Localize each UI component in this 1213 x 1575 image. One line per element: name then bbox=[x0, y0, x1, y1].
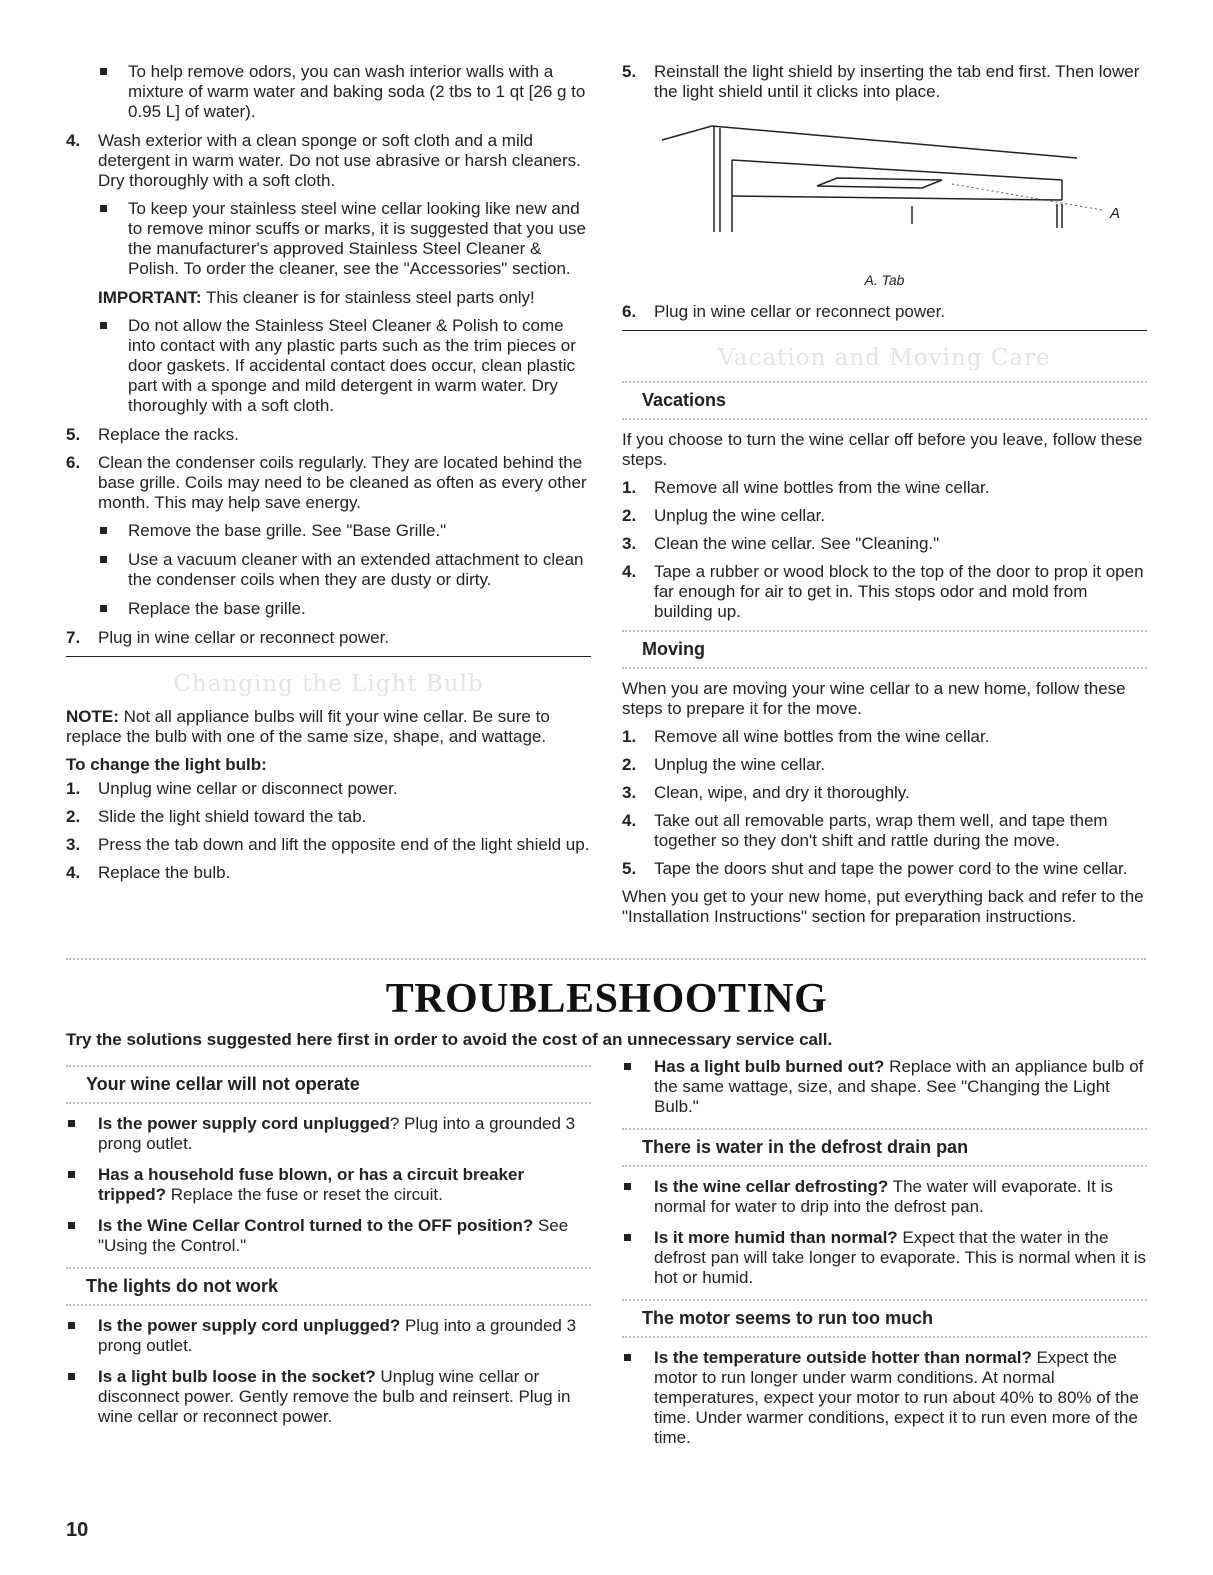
bullet-square-icon bbox=[68, 1373, 75, 1380]
section-rule bbox=[622, 330, 1147, 331]
bullet-square-icon bbox=[624, 1234, 631, 1241]
vacations-header: Vacations bbox=[622, 381, 1147, 420]
important-note: IMPORTANT: This cleaner is for stainless steel parts only! bbox=[98, 288, 535, 307]
troubleshooting-title: TROUBLESHOOTING bbox=[385, 976, 828, 1022]
vacation-step-2: 2. Unplug the wine cellar. bbox=[622, 506, 826, 525]
section-title-vacation-moving: Vacation and Moving Care bbox=[718, 345, 1051, 371]
section-head-defrost: There is water in the defrost drain pan bbox=[622, 1128, 1147, 1167]
vacation-step-3: 3. Clean the wine cellar. See "Cleaning." bbox=[622, 534, 940, 553]
ts-fuse-blown: Has a household fuse blown, or has a circuit breaker tripped? Replace the fuse or reset the circuit. bbox=[66, 1165, 591, 1205]
moving-step-1: 1. Remove all wine bottles from the wine cellar. bbox=[622, 727, 990, 746]
ts-control-off: Is the Wine Cellar Control turned to the OFF position? See "Using the Control." bbox=[66, 1216, 591, 1256]
moving-step-3: 3. Clean, wipe, and dry it thoroughly. bbox=[622, 783, 910, 802]
bullet-remove-grille: Remove the base grille. See "Base Grille." bbox=[66, 521, 591, 541]
troubleshooting-lead: Try the solutions suggested here first in order to avoid the cost of an unnecessary service call. bbox=[66, 1030, 833, 1049]
bulb-step-4: 4. Replace the bulb. bbox=[66, 863, 231, 882]
moving-intro: When you are moving your wine cellar to a new home, follow these steps to prepare it for the move. bbox=[622, 679, 1126, 718]
vacation-step-4: 4. Tape a rubber or wood block to the top of the door to prop it open far enough for air to get in. This stops odor and mold from building up. bbox=[622, 562, 1144, 621]
section-head-motor: The motor seems to run too much bbox=[622, 1299, 1147, 1338]
ts-bulb-loose: Is a light bulb loose in the socket? Unplug wine cellar or disconnect power. Gently remove the bulb and reinsert. Plug in wine cellar or reconnect power. bbox=[66, 1367, 591, 1427]
step-6-clean-coils: 6. Clean the condenser coils regularly. They are located behind the base grille. Coils may need to be cleaned as often as every other month. This may help save energy. bbox=[66, 453, 587, 512]
right-column bbox=[622, 62, 1147, 935]
ts-temperature: Is the temperature outside hotter than normal? Expect the motor to run longer under warm conditions. At normal temperatures, expect your motor to run about 40% to 80% of the time. Under warmer conditions, expect it to run even more of the time. bbox=[622, 1348, 1147, 1448]
section-head-lights: The lights do not work bbox=[66, 1267, 591, 1306]
troubleshooting-left-column bbox=[66, 1057, 591, 1438]
bullet-square-icon bbox=[68, 1120, 75, 1127]
moving-step-4: 4. Take out all removable parts, wrap them well, and tape them together so they don't shift and rattle during the move. bbox=[622, 811, 1108, 850]
bullet-square-icon bbox=[100, 556, 107, 563]
ts-defrosting: Is the wine cellar defrosting? The water will evaporate. It is normal for water to drip into the defrost pan. bbox=[622, 1177, 1147, 1217]
section-rule bbox=[66, 656, 591, 657]
figure-caption: A. Tab bbox=[864, 272, 905, 288]
ts-lights-cord: Is the power supply cord unplugged? Plug into a grounded 3 prong outlet. bbox=[66, 1316, 591, 1356]
moving-outro: When you get to your new home, put everything back and refer to the "Installation Instructions" section for preparation instructions. bbox=[622, 887, 1144, 926]
bullet-vacuum: Use a vacuum cleaner with an extended attachment to clean the condenser coils when they are dusty or dirty. bbox=[66, 550, 591, 590]
bulb-step-5: 5. Reinstall the light shield by inserting the tab end first. Then lower the light shield until it clicks into place. bbox=[622, 62, 1140, 101]
bulb-step-1: 1. Unplug wine cellar or disconnect power. bbox=[66, 779, 398, 798]
bulb-step-2: 2. Slide the light shield toward the tab. bbox=[66, 807, 367, 826]
bulb-step-3: 3. Press the tab down and lift the opposite end of the light shield up. bbox=[66, 835, 590, 854]
bullet-odors: To help remove odors, you can wash interior walls with a mixture of warm water and baking soda (2 tbs to 1 qt [26 g to 0.95 L] of water). bbox=[66, 62, 591, 122]
ts-bulb-burned: Has a light bulb burned out? Replace with an appliance bulb of the same wattage, size, and shape. See "Changing the Light Bulb." bbox=[622, 1057, 1147, 1117]
bullet-square-icon bbox=[68, 1171, 75, 1178]
bullet-no-contact: Do not allow the Stainless Steel Cleaner & Polish to come into contact with any plastic parts such as the trim pieces or door gaskets. If accidental contact does occur, clean plastic part with a sponge and mild detergent in warm water. Dry thoroughly with a soft cloth. bbox=[66, 316, 591, 416]
moving-step-5: 5. Tape the doors shut and tape the power cord to the wine cellar. bbox=[622, 859, 1128, 878]
moving-header: Moving bbox=[622, 630, 1147, 669]
bullet-square-icon bbox=[100, 322, 107, 329]
page-number: 10 bbox=[66, 1519, 89, 1541]
page-separator bbox=[66, 958, 1146, 960]
section-head-not-operate: Your wine cellar will not operate bbox=[66, 1065, 591, 1104]
section-title-light-bulb: Changing the Light Bulb bbox=[173, 671, 484, 697]
bullet-stainless: To keep your stainless steel wine cellar looking like new and to remove minor scuffs or marks, it is suggested that you use the manufacturer's approved Stainless Steel Cleaner & Polish. To order the cleaner, see the "Accessories" section. bbox=[66, 199, 591, 279]
light-shield-figure bbox=[622, 114, 1147, 264]
vacations-intro: If you choose to turn the wine cellar off before you leave, follow these steps. bbox=[622, 430, 1143, 469]
bullet-square-icon bbox=[68, 1322, 75, 1329]
bullet-square-icon bbox=[100, 68, 107, 75]
figure-callout-a: A bbox=[1110, 205, 1121, 222]
vacation-step-1: 1. Remove all wine bottles from the wine cellar. bbox=[622, 478, 990, 497]
step-4-wash-exterior: 4. Wash exterior with a clean sponge or soft cloth and a mild detergent in warm water. Do not use abrasive or harsh cleaners. Dry thoroughly with a soft cloth. bbox=[66, 131, 581, 190]
light-shield-diagram bbox=[622, 114, 1147, 264]
bullet-square-icon bbox=[100, 605, 107, 612]
change-bulb-heading: To change the light bulb: bbox=[66, 755, 267, 774]
bullet-square-icon bbox=[100, 527, 107, 534]
ts-cord-unplugged: Is the power supply cord unplugged? Plug into a grounded 3 prong outlet. bbox=[66, 1114, 591, 1154]
bulb-note: NOTE: Not all appliance bulbs will fit your wine cellar. Be sure to replace the bulb with one of the same size, shape, and wattage. bbox=[66, 707, 550, 746]
bullet-square-icon bbox=[68, 1222, 75, 1229]
bullet-square-icon bbox=[624, 1354, 631, 1361]
step-5-replace-racks: 5. Replace the racks. bbox=[66, 425, 239, 444]
bullet-square-icon bbox=[100, 205, 107, 212]
troubleshooting-right-column bbox=[622, 1057, 1147, 1459]
bullet-square-icon bbox=[624, 1063, 631, 1070]
step-7-plug-in: 7. Plug in wine cellar or reconnect power. bbox=[66, 628, 390, 647]
bulb-step-6: 6. Plug in wine cellar or reconnect power. bbox=[622, 302, 946, 321]
left-column bbox=[66, 62, 591, 891]
bullet-replace-grille: Replace the base grille. bbox=[66, 599, 591, 619]
moving-step-2: 2. Unplug the wine cellar. bbox=[622, 755, 826, 774]
ts-humid: Is it more humid than normal? Expect that the water in the defrost pan will take longer to evaporate. This is normal when it is hot or humid. bbox=[622, 1228, 1147, 1288]
bullet-square-icon bbox=[624, 1183, 631, 1190]
